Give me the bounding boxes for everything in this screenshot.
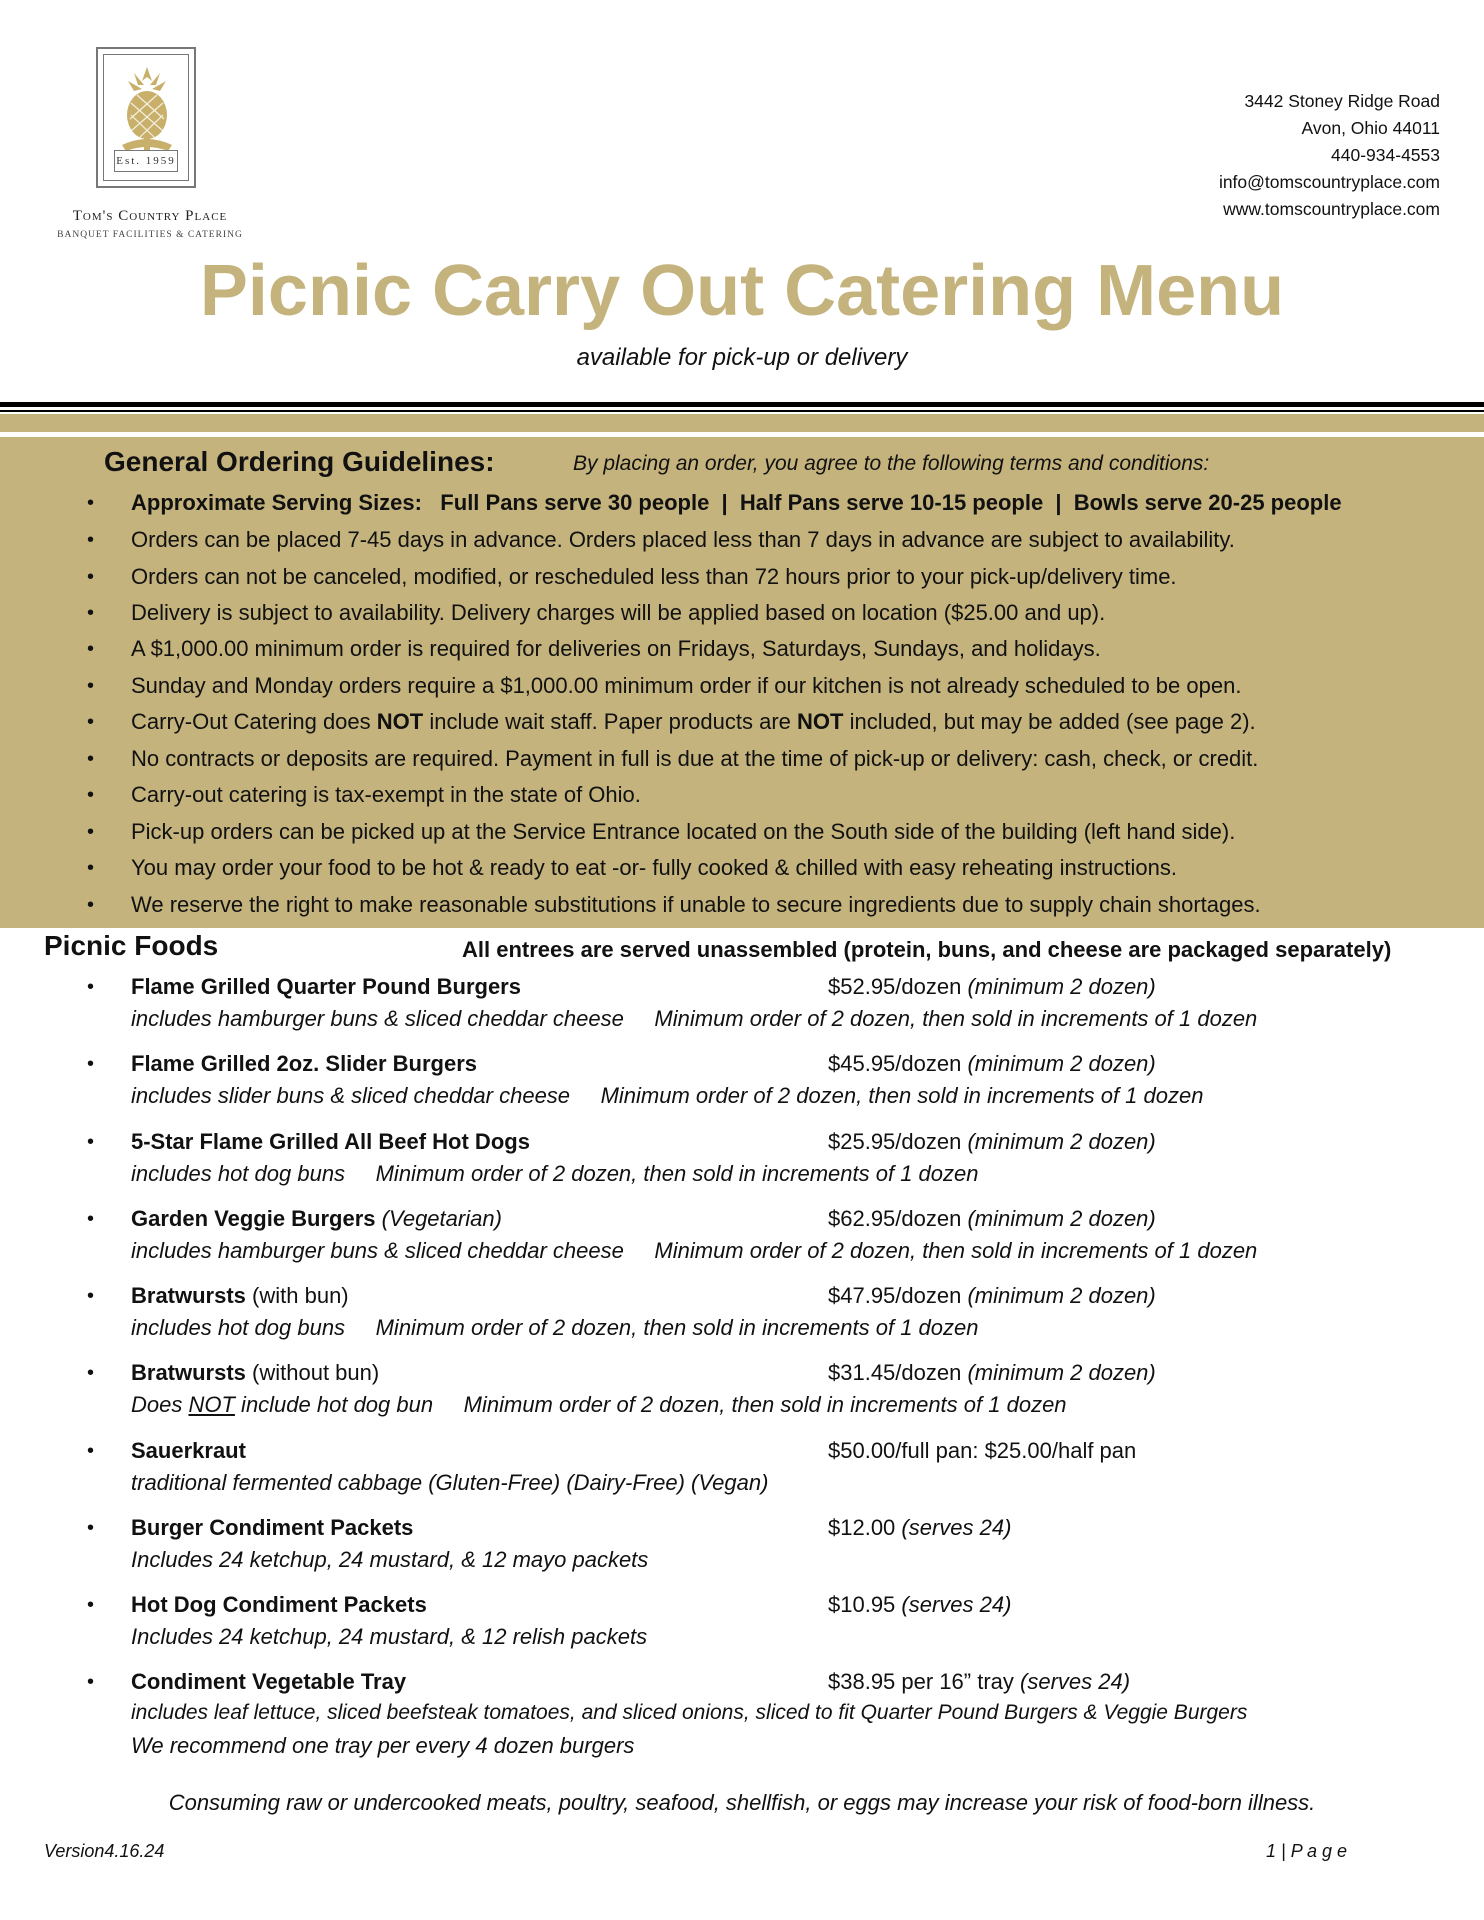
menu-item-price: $62.95/dozen (minimum 2 dozen) bbox=[828, 1206, 1156, 1231]
menu-item-desc: includes hamburger buns & sliced cheddar cheese Minimum order of 2 dozen, then sold in increments of 1 dozen bbox=[131, 1238, 1258, 1263]
bullet: • bbox=[87, 638, 95, 660]
pineapple-icon bbox=[104, 63, 190, 163]
accent-band bbox=[0, 414, 1484, 432]
bullet: • bbox=[87, 748, 95, 770]
bullet: • bbox=[87, 894, 95, 916]
brand-name: Tom's Country Place bbox=[72, 208, 228, 224]
guideline-item: Pick-up orders can be picked up at the Service Entrance located on the South side of the building (left hand side). bbox=[131, 819, 1236, 844]
menu-item-desc: includes hot dog buns Minimum order of 2 dozen, then sold in increments of 1 dozen bbox=[131, 1315, 979, 1340]
menu-item-price: $31.45/dozen (minimum 2 dozen) bbox=[828, 1360, 1156, 1385]
city-line: Avon, Ohio 44011 bbox=[1301, 118, 1440, 138]
page-number: 1 | P a g e bbox=[1266, 1841, 1348, 1861]
guideline-item: A $1,000.00 minimum order is required for deliveries on Fridays, Saturdays, Sundays, and holidays. bbox=[131, 636, 1101, 661]
menu-item-name: Sauerkraut bbox=[131, 1438, 246, 1463]
menu-item-name: Garden Veggie Burgers (Vegetarian) bbox=[131, 1206, 502, 1231]
established-label: Est. 1959 bbox=[114, 150, 178, 172]
guideline-item: No contracts or deposits are required. Payment in full is due at the time of pick-up or delivery: cash, check, or credit. bbox=[131, 746, 1259, 771]
contact-block bbox=[1219, 88, 1440, 223]
brand-tagline: BANQUET FACILITIES & CATERING bbox=[57, 230, 243, 240]
email-link[interactable]: info@tomscountryplace.com bbox=[1218, 172, 1440, 192]
menu-item-desc: We recommend one tray per every 4 dozen burgers bbox=[131, 1733, 635, 1758]
address-line: 3442 Stoney Ridge Road bbox=[1244, 91, 1440, 111]
menu-item-desc: includes slider buns & sliced cheddar cheese Minimum order of 2 dozen, then sold in increments of 1 dozen bbox=[131, 1083, 1204, 1108]
menu-item-name: 5-Star Flame Grilled All Beef Hot Dogs bbox=[131, 1129, 530, 1154]
website-link[interactable]: www.tomscountryplace.com bbox=[1223, 199, 1440, 219]
bullet: • bbox=[87, 976, 95, 998]
bullet: • bbox=[87, 529, 95, 551]
divider bbox=[0, 402, 1484, 407]
bullet: • bbox=[87, 1362, 95, 1384]
phone[interactable]: 440-934-4553 bbox=[1331, 145, 1440, 165]
divider bbox=[0, 410, 1484, 412]
menu-item-desc: includes hot dog buns Minimum order of 2 dozen, then sold in increments of 1 dozen bbox=[131, 1161, 979, 1186]
section-title: Picnic Foods bbox=[44, 930, 219, 961]
guideline-item: Orders can be placed 7-45 days in advance. Orders placed less than 7 days in advance are subject to availability. bbox=[131, 527, 1235, 552]
bullet: • bbox=[87, 821, 95, 843]
bullet: • bbox=[87, 857, 95, 879]
page-subtitle: available for pick-up or delivery bbox=[576, 344, 908, 371]
guidelines-note: By placing an order, you agree to the following terms and conditions: bbox=[573, 452, 1210, 475]
bullet: • bbox=[87, 784, 95, 806]
guideline-item: Sunday and Monday orders require a $1,000.00 minimum order if our kitchen is not already scheduled to be open. bbox=[131, 673, 1242, 698]
menu-item-price: $10.95 (serves 24) bbox=[828, 1592, 1012, 1617]
bullet: • bbox=[87, 602, 95, 624]
guideline-item: You may order your food to be hot & ready to eat -or- fully cooked & chilled with easy reheating instructions. bbox=[131, 855, 1177, 880]
guideline-item: Delivery is subject to availability. Delivery charges will be applied based on location ($25.00 and up). bbox=[131, 600, 1106, 625]
menu-item-name: Condiment Vegetable Tray bbox=[131, 1669, 407, 1694]
bullet: • bbox=[87, 1440, 95, 1462]
menu-item-name: Flame Grilled Quarter Pound Burgers bbox=[131, 974, 521, 999]
bullet: • bbox=[87, 711, 95, 733]
bullet: • bbox=[87, 1671, 95, 1693]
logo bbox=[96, 47, 196, 188]
food-warning: Consuming raw or undercooked meats, poultry, seafood, shellfish, or eggs may increase your risk of food-born illness. bbox=[168, 1790, 1316, 1815]
version-label: Version4.16.24 bbox=[44, 1841, 165, 1861]
bullet: • bbox=[87, 1053, 95, 1075]
menu-item-desc: traditional fermented cabbage (Gluten-Free) (Dairy-Free) (Vegan) bbox=[131, 1470, 769, 1495]
menu-item-desc: includes leaf lettuce, sliced beefsteak tomatoes, and sliced onions, sliced to fit Quarter Pound Burgers & Veggie Burgers bbox=[131, 1701, 1248, 1724]
bullet: • bbox=[87, 566, 95, 588]
bullet: • bbox=[87, 1517, 95, 1539]
bullet: • bbox=[87, 492, 95, 514]
menu-item-price: $25.95/dozen (minimum 2 dozen) bbox=[828, 1129, 1156, 1154]
guideline-item: Carry-out catering is tax-exempt in the state of Ohio. bbox=[131, 782, 641, 807]
bullet: • bbox=[87, 1131, 95, 1153]
guideline-item: We reserve the right to make reasonable substitutions if unable to secure ingredients due to supply chain shortages. bbox=[131, 892, 1261, 917]
guideline-item-staff: Carry-Out Catering does NOT include wait staff. Paper products are NOT included, but may be added (see page 2). bbox=[131, 709, 1256, 734]
logo-frame bbox=[103, 54, 189, 181]
menu-item-name: Flame Grilled 2oz. Slider Burgers bbox=[131, 1051, 477, 1076]
bullet: • bbox=[87, 1594, 95, 1616]
bullet: • bbox=[87, 675, 95, 697]
menu-item-name: Bratwursts (without bun) bbox=[131, 1360, 380, 1385]
menu-item-name: Bratwursts (with bun) bbox=[131, 1283, 349, 1308]
menu-item-price: $12.00 (serves 24) bbox=[828, 1515, 1012, 1540]
menu-item-desc: Does NOT include hot dog bun Minimum order of 2 dozen, then sold in increments of 1 dozen bbox=[131, 1392, 1067, 1417]
menu-item-desc: Includes 24 ketchup, 24 mustard, & 12 mayo packets bbox=[131, 1547, 649, 1572]
menu-item-price: $47.95/dozen (minimum 2 dozen) bbox=[828, 1283, 1156, 1308]
guideline-item: Orders can not be canceled, modified, or rescheduled less than 72 hours prior to your pick-up/delivery time. bbox=[131, 564, 1177, 589]
guidelines-title: General Ordering Guidelines: bbox=[104, 446, 495, 477]
menu-item-price: $38.95 per 16” tray (serves 24) bbox=[828, 1669, 1131, 1694]
bullet: • bbox=[87, 1208, 95, 1230]
guideline-serving-sizes: Approximate Serving Sizes: Full Pans serve 30 people | Half Pans serve 10-15 people | Bowls serve 20-25 people bbox=[131, 490, 1342, 515]
menu-item-name: Burger Condiment Packets bbox=[131, 1515, 414, 1540]
menu-item-desc: includes hamburger buns & sliced cheddar cheese Minimum order of 2 dozen, then sold in increments of 1 dozen bbox=[131, 1006, 1258, 1031]
page-title: Picnic Carry Out Catering Menu bbox=[199, 251, 1285, 331]
bullet: • bbox=[87, 1285, 95, 1307]
menu-item-price: $45.95/dozen (minimum 2 dozen) bbox=[828, 1051, 1156, 1076]
menu-item-name: Hot Dog Condiment Packets bbox=[131, 1592, 427, 1617]
menu-item-desc: Includes 24 ketchup, 24 mustard, & 12 relish packets bbox=[131, 1624, 648, 1649]
section-note: All entrees are served unassembled (protein, buns, and cheese are packaged separately) bbox=[462, 937, 1392, 962]
menu-item-price: $50.00/full pan: $25.00/half pan bbox=[828, 1438, 1137, 1463]
menu-item-price: $52.95/dozen (minimum 2 dozen) bbox=[828, 974, 1156, 999]
